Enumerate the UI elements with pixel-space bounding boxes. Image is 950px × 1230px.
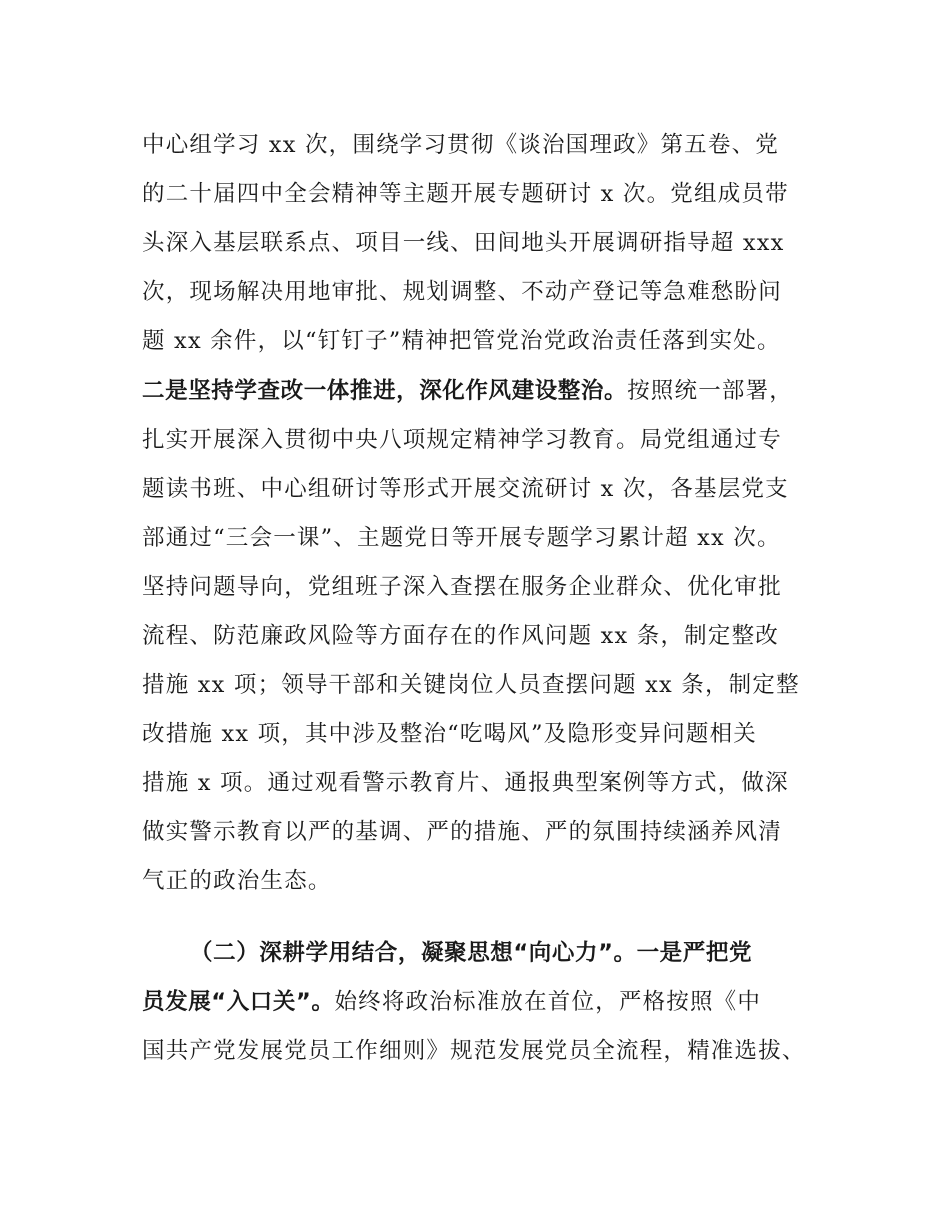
paragraph-1-line-2: 的二十届四中全会精神等主题开展专题研讨 x 次。党组成员带 bbox=[142, 181, 789, 207]
paragraph-2-lead-rest: 按照统一部署， bbox=[627, 378, 794, 404]
paragraph-1-line-3: 头深入基层联系点、项目一线、田间地头开展调研指导超 xxx bbox=[142, 230, 785, 256]
paragraph-1-line-1: 中心组学习 xx 次，围绕学习贯彻《谈治国理政》第五卷、党 bbox=[142, 132, 779, 158]
paragraph-3-line-2-rest: 始终将政治标准放在首位，严格按照《中 bbox=[334, 989, 762, 1015]
paragraph-2-line-8: 改措施 xx 项，其中涉及整治“吃喝风”及隐形变异问题相关 bbox=[142, 721, 757, 747]
paragraph-2-line-3: 题读书班、中心组研讨等形式开展交流研讨 x 次，各基层党支 bbox=[142, 476, 789, 502]
paragraph-2-line-1 bbox=[142, 371, 793, 411]
paragraph-1-line-4: 次，现场解决用地审批、规划调整、不动产登记等急难愁盼问 bbox=[142, 279, 782, 305]
paragraph-2-line-9: 措施 x 项。通过观看警示教育片、通报典型案例等方式，做深 bbox=[142, 770, 789, 796]
paragraph-1-line-5: 题 xx 余件，以“钉钉子”精神把管党治党政治责任落到实处。 bbox=[142, 328, 781, 354]
paragraph-3-line-2 bbox=[142, 982, 761, 1022]
paragraph-2-line-10: 做实警示教育以严的基调、严的措施、严的氛围持续涵养风清 bbox=[142, 819, 782, 845]
paragraph-2-line-11: 气正的政治生态。 bbox=[142, 868, 332, 894]
paragraph-2-line-2: 扎实开展深入贯彻中央八项规定精神学习教育。局党组通过专 bbox=[142, 427, 782, 453]
paragraph-2-line-7: 措施 xx 项；领导干部和关键岗位人员查摆问题 xx 条，制定整 bbox=[142, 672, 800, 698]
paragraph-2-line-5: 坚持问题导向，党组班子深入查摆在服务企业群众、优化审批 bbox=[142, 574, 782, 600]
paragraph-2-line-6: 流程、防范廉政风险等方面存在的作风问题 xx 条，制定整改 bbox=[142, 623, 779, 649]
paragraph-2-bold-lead: 二是坚持学查改一体推进，深化作风建设整治。 bbox=[142, 378, 628, 404]
section-heading-line-1: （二）深耕学用结合，凝聚思想“向心力”。一是严把党 bbox=[190, 940, 753, 966]
paragraph-3-line-3: 国共产党发展党员工作细则》规范发展党员全流程，精准选拔、 bbox=[142, 1038, 806, 1064]
paragraph-2-line-4: 部通过“三会一课”、主题党日等开展专题学习累计超 xx 次。 bbox=[142, 525, 781, 551]
section-heading-line-2: 员发展“入口关”。 bbox=[142, 989, 335, 1015]
